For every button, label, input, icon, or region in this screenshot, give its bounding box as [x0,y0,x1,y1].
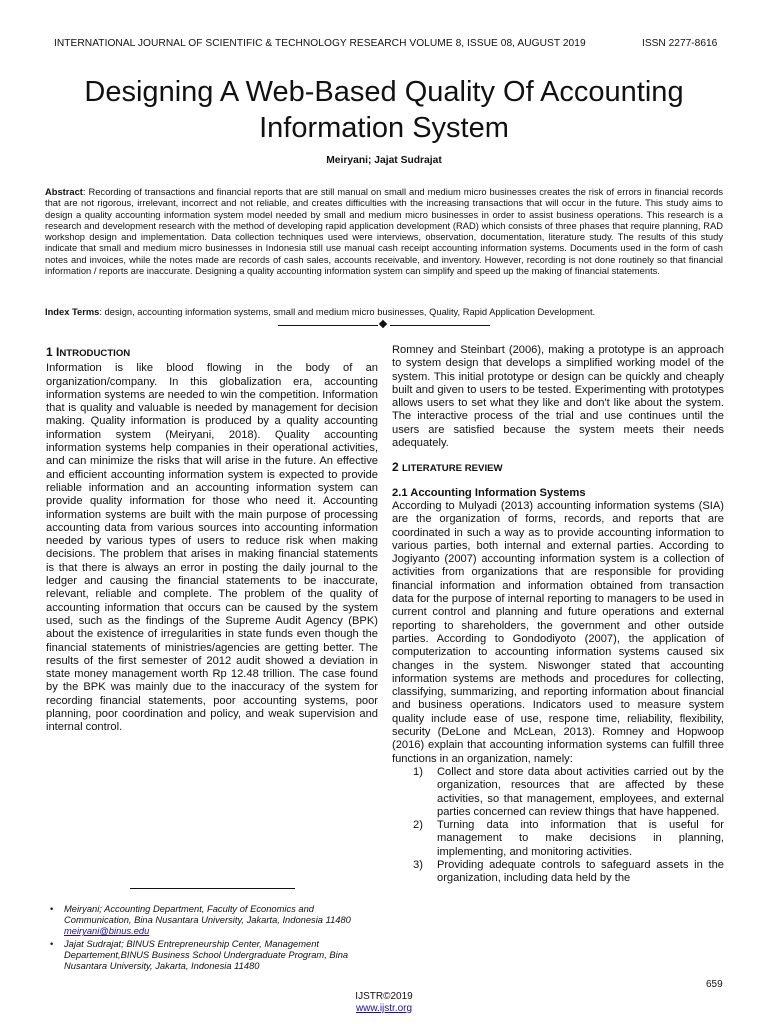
page-number: 659 [706,979,723,990]
section-2-heading [392,461,724,475]
section-1-heading [46,346,378,360]
subsection-2-1-heading: 2.1 Accounting Information Systems [392,486,586,499]
section-2-number: 2 [392,460,403,475]
author-footnotes [50,904,378,975]
footer-link-wrapper [0,1003,768,1014]
journal-header: INTERNATIONAL JOURNAL OF SCIENTIFIC & TECHNOLOGY RESEARCH VOLUME 8, ISSUE 08, AUGUST 2019 [54,38,586,49]
footnote-item [50,939,378,972]
footnote-item [50,904,378,937]
paper-title: Designing A Web-Based Quality Of Accounting Information System [84,76,684,144]
list-item-text: Providing adequate controls to safeguard assets in the organization, including data held by the [437,858,724,885]
list-item-number: 3) [413,858,423,871]
right-intro-paragraph: Romney and Steinbart (2006), making a prototype is an approach to system design that develops a simplified working model of the system. This initial prototype or design can be quickly and cheaply built and given to users to be tested. Experimenting with prototypes allows users to set what they like and don't like about the system. The interactive process of the trial and use continues until the users are satisfied because the system meets their needs adequately. [392,344,724,450]
section-1-number: 1 [46,345,57,359]
right-column [392,344,724,886]
footnote-rule [130,888,295,889]
functions-list [392,766,724,886]
left-column [46,346,378,735]
bullet-icon: • [50,904,54,914]
section-2-1-body: According to Mulyadi (2013) accounting information systems (SIA) are the organization of forms, records, and reports that are coordinated in such a way as to provide accounting information to various parties, both internal and external parties. According to Jogiyanto (2007) accounting information system is a collection of activities from organizations that are responsible for providing financial information and information obtained from transaction data for the purpose of internal reporting to managers to be used in current control and planning and future operations and external reporting to shareholders, the government and other outside parties. According to Gondodiyoto (2007), the application of computerization to accounting information systems caused six changes in the system. Niswonger stated that accounting information systems are methods and procedures for collecting, classifying, summarizing, and reporting information about financial and business operations. Indicators used to measure system quality include ease of use, respone time, reliability, flexibility, security (DeLone and McLean, 2013). Romney and Hopwoop (2016) explain that accounting information systems can fulfill three functions in an organization, namely: [392,499,724,765]
list-item-text: Turning data into information that is useful for management to make decisions in planning, implementing, and monitoring activities. [437,819,724,858]
list-item [392,859,724,886]
footer-brand: IJSTR©2019 [355,991,413,1002]
index-terms-label: Index Terms [45,307,100,317]
issn: ISSN 2277-8616 [642,38,718,49]
abstract-text: : Recording of transactions and financial reports that are still manual on small and medium micro businesses creates the risk of errors in financial records that are not rigorous, irrelevant, incorrect and not reliable, and creates difficulties with the increasing transactions that will occur in the future. This study aims to design a quality accounting information system model needed by small and medium micro businesses in order to assist business operations. This research is a research and development research with the method of developing rapid application development (RAD) which consists of three phases that require planning, RAD workshop design and implementation. Data collection techniques used were interviews, observation, documentation, literature study. The results of this study indicate that small and medium micro businesses in Indonesia still use manual cash receipt accounting information systems. Documents used in the form of cash notes and invoices, while the notes made are records of cash sales, accounts receivable, and inventory. However, recording is not done routinely so that financial information / reports are inaccurate. Designing a quality accounting information system can simplify and speed up the making of financial statements. [45,187,723,277]
divider-line-right [390,325,490,326]
abstract [45,187,723,277]
journal-url-link[interactable]: www.ijstr.org [355,1003,413,1014]
section-1-title-rest: NTRODUCTION [59,348,131,359]
index-terms [45,307,723,318]
footnote-text: Jajat Sudrajat; BINUS Entrepreneurship Center, Management Departement,BINUS Business School Undergraduate Program, Bina Nusantara University, Jakarta, Indonesia 11480 [64,939,349,972]
bullet-icon: • [50,939,54,950]
list-item [392,819,724,859]
section-divider [278,320,490,331]
section-1-title-initial: I [56,345,60,359]
abstract-label: Abstract [45,187,83,197]
list-item-number: 2) [413,819,423,832]
authors: Meiryani; Jajat Sudrajat [326,155,442,166]
author-email-link[interactable]: meiryani@binus.edu [64,926,150,937]
list-item-text: Collect and store data about activities carried out by the organization, resources that are affected by these activities, so that management, employees, and external parties concerned can review things that have happened. [437,765,724,818]
section-1-body: Information is like blood flowing in the body of an organization/company. In this globalization era, accounting information systems are needed to win the competition. Information that is quality and valuable is needed by management for decision making. Quality information is produced by a quality accounting information system (Meiryani, 2018). Quality accounting information systems help companies in their operational activities, and can minimize the risks that will arise in the future. An effective and efficient accounting information system is expected to provide reliable information and an accounting information system can provide quality information for those who need it. Accounting information systems are built with the main purpose of processing accounting data from various sources into accounting information needed by various types of users to reduce risk when making decisions. The problem that arises in making financial statements is that there is always an error in posting the daily journal to the ledger and causing the financial statements to be inaccurate, relevant, reliable and complete. The problem of the quality of accounting information that occurs can be caused by the system used, such as the findings of the Supreme Audit Agency (BPK) about the existence of irregularities in state funds even though the financial statements of ministries/agencies are getting better. The results of the first semester of 2012 audit showed a deviation in state money management worth Rp 12.48 trillion. The case found by the BPK was mainly due to the inaccuracy of the system for recording financial statements, poor accounting systems, poor planning, poor coordination and policy, and weak supervision and internal control. [46,362,378,734]
list-item [392,766,724,819]
footnote-text: Meiryani; Accounting Department, Faculty of Economics and Communication, Bina Nusantara University, Jakarta, Indonesia 11480 [64,904,351,926]
section-2-title: LITERATURE REVIEW [402,463,503,475]
divider-diamond-icon [379,320,387,328]
list-item-number: 1) [413,765,423,778]
divider-line-left [278,325,378,326]
index-terms-text: : design, accounting information systems, small and medium micro businesses, Quality, Rapid Application Development. [99,307,596,317]
